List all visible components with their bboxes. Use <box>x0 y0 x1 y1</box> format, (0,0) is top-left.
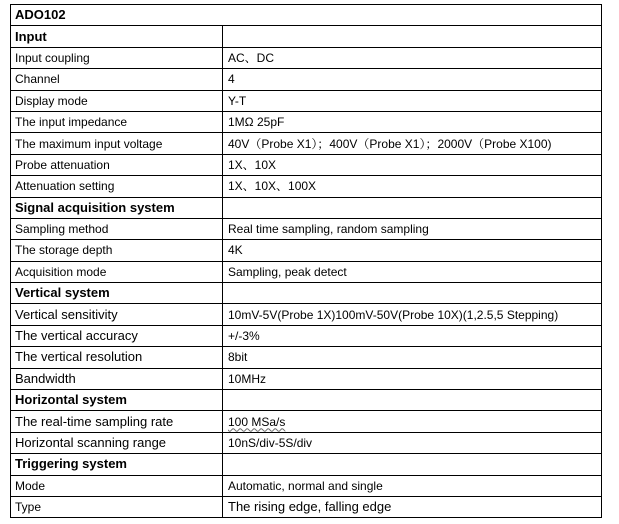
spec-label: Attenuation setting <box>11 176 223 197</box>
spec-label: Type <box>11 496 223 517</box>
spec-label: The maximum input voltage <box>11 133 223 154</box>
spec-value: Y-T <box>223 90 602 111</box>
spec-label: The real-time sampling rate <box>11 411 223 432</box>
spec-value: 1X、10X <box>223 154 602 175</box>
section-row-acquisition <box>11 197 602 218</box>
spec-label: Channel <box>11 69 223 90</box>
spec-label: Input coupling <box>11 47 223 68</box>
table-row <box>11 218 602 239</box>
table-row <box>11 261 602 282</box>
spec-label: Probe attenuation <box>11 154 223 175</box>
spec-value: 10mV-5V(Probe 1X)100mV-50V(Probe 10X)(1,2.5,5 Stepping) <box>223 304 602 325</box>
spec-value: 10MHz <box>223 368 602 389</box>
spec-value: Real time sampling, random sampling <box>223 218 602 239</box>
spec-label: The vertical accuracy <box>11 325 223 346</box>
spec-value: The rising edge, falling edge <box>223 496 602 517</box>
spec-value: 1X、10X、100X <box>223 176 602 197</box>
table-row <box>11 475 602 496</box>
spec-value: AC、DC <box>223 47 602 68</box>
table-row <box>11 432 602 453</box>
spec-value: 100 MSa/s <box>223 411 602 432</box>
table-row <box>11 368 602 389</box>
table-row <box>11 325 602 346</box>
table-title: ADO102 <box>11 5 602 26</box>
section-title-horizontal: Horizontal system <box>11 390 223 411</box>
spec-value: 10nS/div-5S/div <box>223 432 602 453</box>
spec-value: +/-3% <box>223 325 602 346</box>
table-row <box>11 240 602 261</box>
table-row <box>11 176 602 197</box>
table-row <box>11 133 602 154</box>
table-row <box>11 69 602 90</box>
spec-label: The storage depth <box>11 240 223 261</box>
table-row <box>11 304 602 325</box>
spec-value: 4K <box>223 240 602 261</box>
spec-label: The vertical resolution <box>11 347 223 368</box>
section-row-trigger <box>11 454 602 475</box>
section-title-input: Input <box>11 26 223 47</box>
table-row <box>11 47 602 68</box>
table-row <box>11 496 602 517</box>
table-row <box>11 90 602 111</box>
spec-value: Automatic, normal and single <box>223 475 602 496</box>
table-row <box>11 111 602 132</box>
spec-label: Acquisition mode <box>11 261 223 282</box>
section-row-horizontal <box>11 390 602 411</box>
section-title-vertical: Vertical system <box>11 283 223 304</box>
spec-label: Mode <box>11 475 223 496</box>
spec-table <box>10 4 602 518</box>
spec-value: 4 <box>223 69 602 90</box>
spec-value: 1MΩ 25pF <box>223 111 602 132</box>
spec-value: 40V（Probe X1）；400V（Probe X1）；2000V（Probe X100) <box>223 133 602 154</box>
spec-label: The input impedance <box>11 111 223 132</box>
table-row <box>11 411 602 432</box>
spec-value: Sampling, peak detect <box>223 261 602 282</box>
table-row <box>11 154 602 175</box>
table-row <box>11 347 602 368</box>
spec-label: Bandwidth <box>11 368 223 389</box>
spec-label: Display mode <box>11 90 223 111</box>
spec-label: Vertical sensitivity <box>11 304 223 325</box>
section-row-vertical <box>11 283 602 304</box>
title-row <box>11 5 602 26</box>
spec-label: Sampling method <box>11 218 223 239</box>
section-title-acquisition: Signal acquisition system <box>11 197 223 218</box>
spec-label: Horizontal scanning range <box>11 432 223 453</box>
spec-value: 8bit <box>223 347 602 368</box>
section-row-input <box>11 26 602 47</box>
section-title-trigger: Triggering system <box>11 454 223 475</box>
